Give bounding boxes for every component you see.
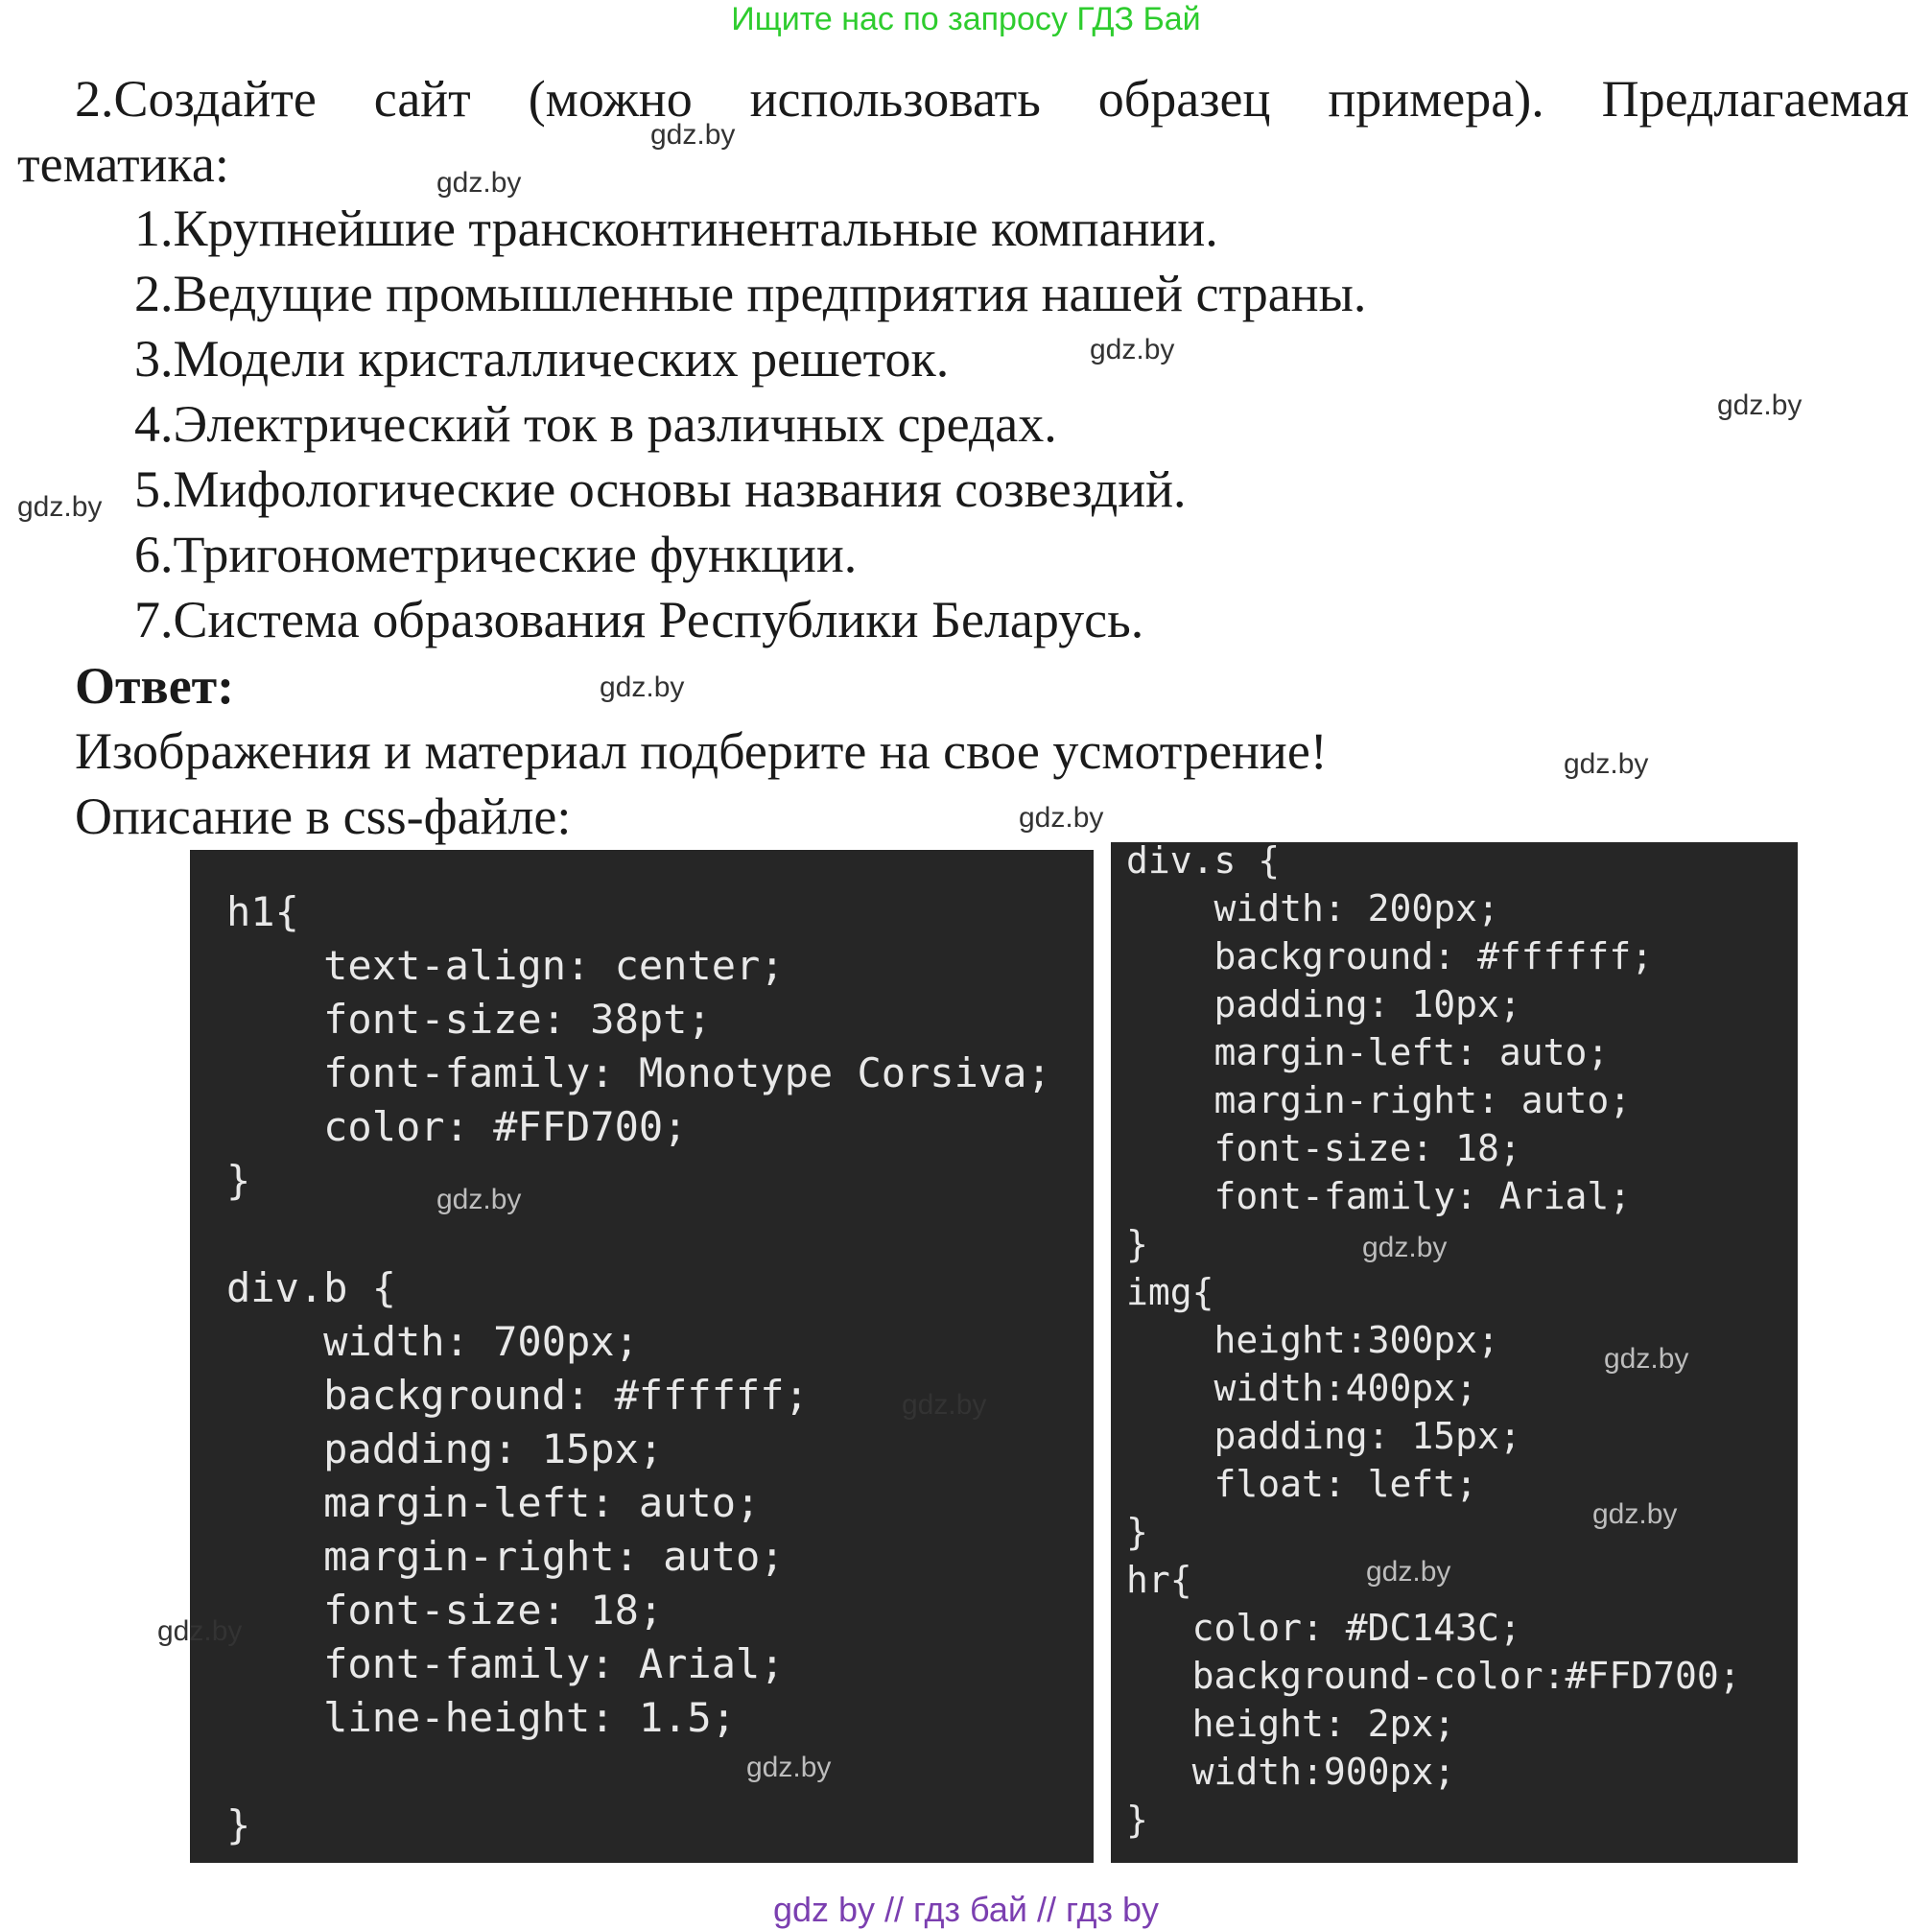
watermark: gdz.by xyxy=(902,1389,987,1421)
task-word: Предлагаемая xyxy=(1601,70,1909,128)
topic-item: 5.Мифологические основы названия созвездий. xyxy=(134,460,1187,518)
code-line: font-size: 18; xyxy=(226,1587,664,1634)
code-line: margin-left: auto; xyxy=(1126,1031,1610,1073)
task-word: (можно xyxy=(528,70,693,128)
code-line: height: 2px; xyxy=(1126,1703,1456,1745)
code-line: background-color:#FFD700; xyxy=(1126,1655,1741,1697)
code-line: font-family: Monotype Corsiva; xyxy=(226,1049,1051,1096)
code-line: div.s { xyxy=(1126,842,1281,882)
watermark: gdz.by xyxy=(436,167,522,199)
watermark: gdz.by xyxy=(600,671,685,703)
code-line: color: #DC143C; xyxy=(1126,1607,1521,1649)
watermark: gdz.by xyxy=(746,1752,832,1783)
task-line-2: тематика: xyxy=(17,135,229,193)
code-line: width:900px; xyxy=(1126,1751,1456,1793)
task-word: сайт xyxy=(373,70,471,128)
code-line: padding: 15px; xyxy=(1126,1415,1521,1457)
code-line: width: 200px; xyxy=(1126,887,1499,930)
code-line: } xyxy=(1126,1223,1148,1265)
topic-item: 6.Тригонометрические функции. xyxy=(134,526,858,583)
code-line: background: #ffffff; xyxy=(1126,935,1654,977)
answer-line-2: Описание в css-файле: xyxy=(75,788,572,845)
top-banner: Ищите нас по запросу ГДЗ Бай xyxy=(731,1,1201,37)
code-line: hr{ xyxy=(1126,1559,1192,1601)
code-line: margin-left: auto; xyxy=(226,1479,761,1526)
task-word: образец xyxy=(1097,70,1271,128)
watermark: gdz.by xyxy=(650,119,736,151)
code-line: width: 700px; xyxy=(226,1318,639,1365)
watermark: gdz.by xyxy=(1604,1343,1689,1375)
topic-item: 4.Электрический ток в различных средах. xyxy=(134,395,1057,453)
code-line: } xyxy=(1126,1799,1148,1841)
code-line: } xyxy=(226,1801,251,1848)
watermark: gdz.by xyxy=(1564,748,1649,780)
code-line: margin-right: auto; xyxy=(226,1533,785,1580)
code-line: font-size: 18; xyxy=(1126,1127,1521,1169)
code-line: h1{ xyxy=(226,888,299,935)
topic-item: 2.Ведущие промышленные предприятия нашей страны. xyxy=(134,265,1367,322)
code-line: width:400px; xyxy=(1126,1367,1478,1409)
code-panel-right xyxy=(1111,842,1798,1863)
task-word: 2.Создайте xyxy=(75,70,317,128)
topic-item: 7.Система образования Республики Беларусь. xyxy=(134,591,1144,648)
topic-item: 3.Модели кристаллических решеток. xyxy=(134,330,950,388)
code-line: font-family: Arial; xyxy=(1126,1175,1632,1217)
watermark: gdz.by xyxy=(1090,334,1175,365)
code-line: text-align: center; xyxy=(226,942,785,989)
code-line: background: #ffffff; xyxy=(226,1372,809,1419)
code-line: img{ xyxy=(1126,1271,1214,1313)
watermark: gdz.by xyxy=(157,1615,243,1647)
watermark: gdz.by xyxy=(1366,1556,1451,1588)
code-line: float: left; xyxy=(1126,1463,1478,1505)
code-line: padding: 10px; xyxy=(1126,983,1521,1025)
watermark: gdz.by xyxy=(1592,1498,1678,1530)
answer-line-1: Изображения и материал подберите на свое усмотрение! xyxy=(75,722,1328,780)
task-word: примера). xyxy=(1328,70,1544,128)
answer-heading: Ответ: xyxy=(75,657,235,715)
task-word: использовать xyxy=(749,70,1041,128)
watermark: gdz.by xyxy=(1019,802,1104,834)
topic-item: 1.Крупнейшие трансконтинентальные компании. xyxy=(134,200,1218,257)
code-line: font-family: Arial; xyxy=(226,1640,785,1687)
code-line: } xyxy=(226,1157,251,1204)
code-line: } xyxy=(1126,1511,1148,1553)
task-line-1 xyxy=(75,65,1909,132)
code-line: line-height: 1.5; xyxy=(226,1694,737,1741)
watermark: gdz.by xyxy=(1362,1232,1448,1263)
code-line: div.b { xyxy=(226,1264,397,1311)
watermark: gdz.by xyxy=(1717,389,1802,421)
watermark: gdz.by xyxy=(436,1184,522,1215)
watermark: gdz.by xyxy=(17,491,103,523)
code-line: color: #FFD700; xyxy=(226,1103,688,1150)
code-panel-left xyxy=(190,850,1094,1863)
code-line: height:300px; xyxy=(1126,1319,1499,1361)
code-line: margin-right: auto; xyxy=(1126,1079,1632,1121)
bottom-banner: gdz by // гдз бай // гдз by xyxy=(772,1890,1160,1929)
code-line: padding: 15px; xyxy=(226,1425,664,1472)
code-line: font-size: 38pt; xyxy=(226,996,712,1043)
